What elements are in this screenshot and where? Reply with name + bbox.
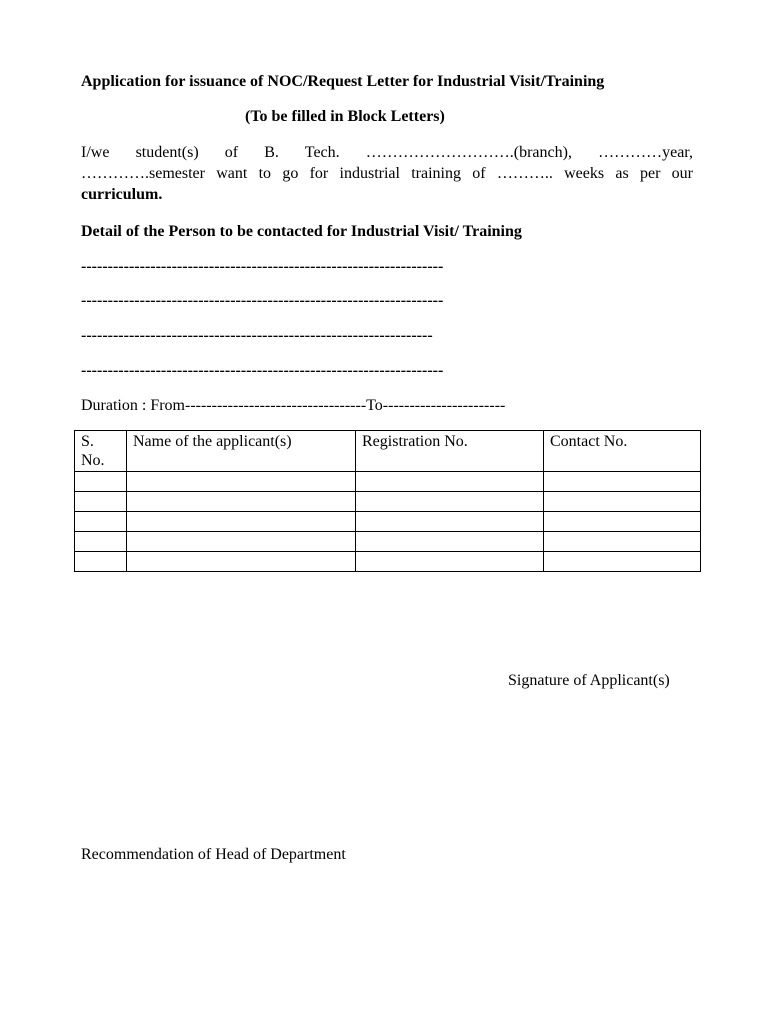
table-cell[interactable] <box>127 512 356 532</box>
table-cell[interactable] <box>356 532 544 552</box>
table-cell[interactable] <box>75 532 127 552</box>
form-subtitle: (To be filled in Block Letters) <box>245 108 445 125</box>
contact-details-heading: Detail of the Person to be contacted for Industrial Visit/ Training <box>81 223 522 240</box>
table-cell[interactable] <box>356 552 544 572</box>
contact-line-2: -------------------------------------------------------------------- <box>81 292 444 309</box>
table-cell[interactable] <box>75 472 127 492</box>
recommendation-label: Recommendation of Head of Department <box>81 846 346 863</box>
applicants-table <box>74 430 701 572</box>
table-row <box>75 532 701 552</box>
table-cell[interactable] <box>75 512 127 532</box>
declaration-line-1: I/we student(s) of B. Tech. ……………………….(branch), …………year, <box>81 144 693 161</box>
table-cell[interactable] <box>544 512 701 532</box>
table-cell[interactable] <box>127 552 356 572</box>
table-cell[interactable] <box>127 472 356 492</box>
table-row <box>75 552 701 572</box>
form-title: Application for issuance of NOC/Request Letter for Industrial Visit/Training <box>81 73 605 90</box>
table-cell[interactable] <box>544 532 701 552</box>
table-cell[interactable] <box>127 532 356 552</box>
signature-label: Signature of Applicant(s) <box>508 672 670 689</box>
header-registration-no: Registration No. <box>356 431 544 472</box>
contact-line-3: ------------------------------------------------------------------ <box>81 327 433 344</box>
table-cell[interactable] <box>356 472 544 492</box>
header-serial-no: S. No. <box>75 431 127 472</box>
header-applicant-name: Name of the applicant(s) <box>127 431 356 472</box>
header-contact-no: Contact No. <box>544 431 701 472</box>
table-cell[interactable] <box>127 492 356 512</box>
table-cell[interactable] <box>356 492 544 512</box>
contact-line-4: -------------------------------------------------------------------- <box>81 362 444 379</box>
table-row <box>75 512 701 532</box>
table-cell[interactable] <box>75 552 127 572</box>
table-cell[interactable] <box>544 552 701 572</box>
contact-line-1: -------------------------------------------------------------------- <box>81 258 444 275</box>
table-cell[interactable] <box>75 492 127 512</box>
table-header-row <box>75 431 701 472</box>
declaration-paragraph <box>81 142 693 205</box>
duration-field: Duration : From----------------------------------To----------------------- <box>81 397 506 414</box>
declaration-line-2: ………….semester want to go for industrial training of ……….. weeks as per our <box>81 165 693 182</box>
table-row <box>75 472 701 492</box>
table-cell[interactable] <box>544 492 701 512</box>
table-cell[interactable] <box>356 512 544 532</box>
table-cell[interactable] <box>544 472 701 492</box>
declaration-line-3: curriculum. <box>81 186 163 203</box>
table-row <box>75 492 701 512</box>
